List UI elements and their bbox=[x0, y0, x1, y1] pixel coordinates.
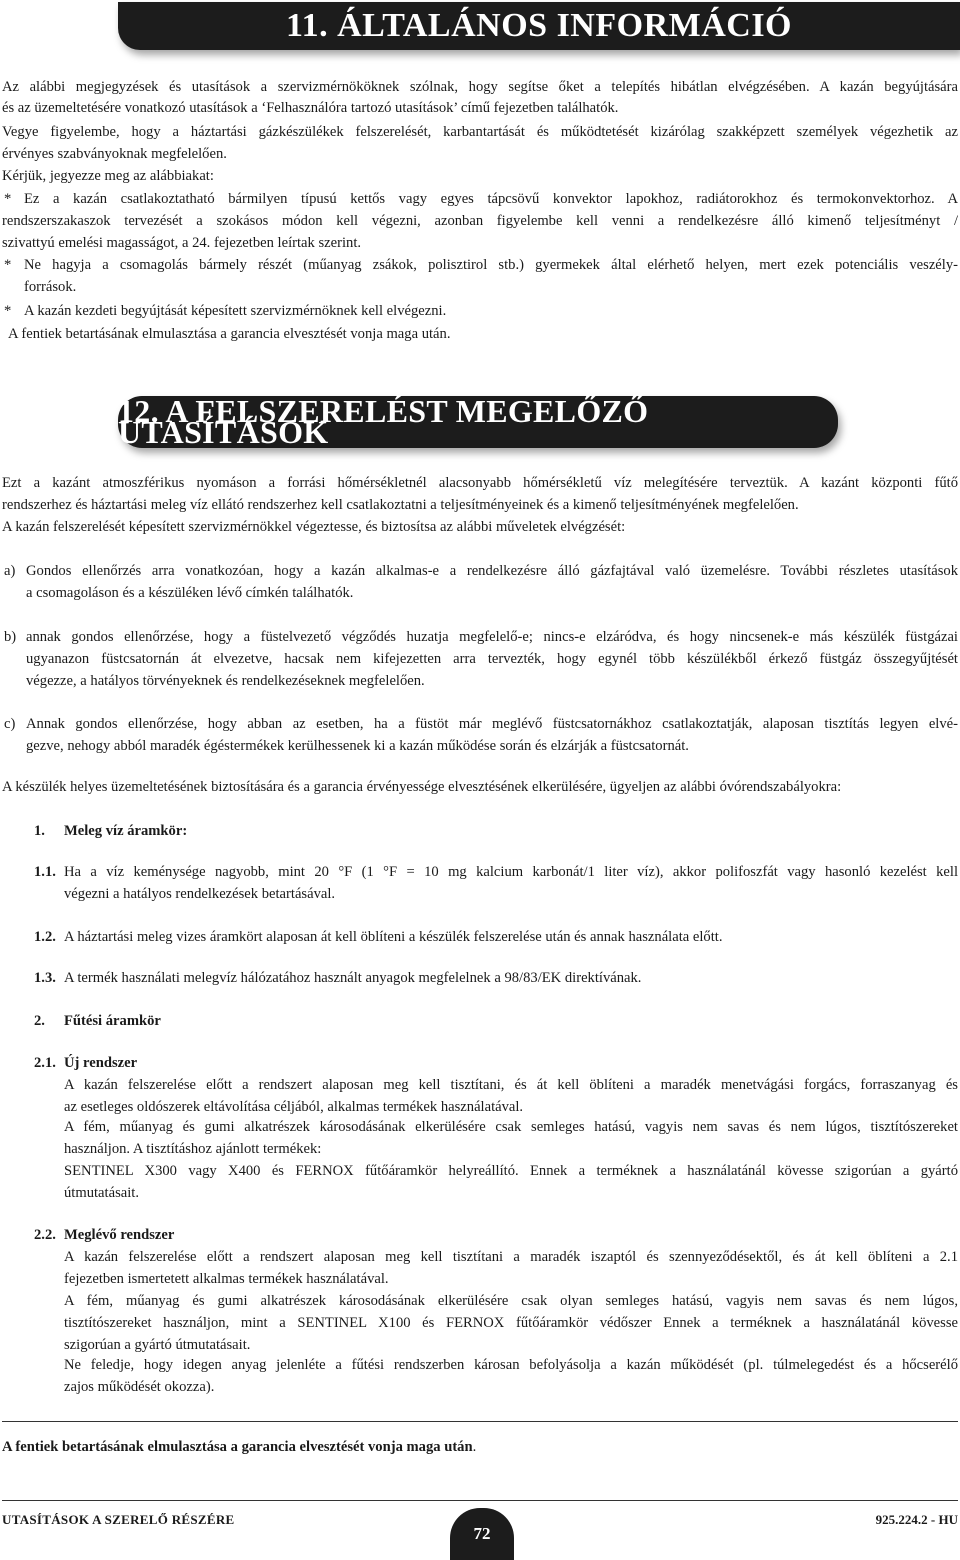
item-b-label: b) bbox=[4, 629, 17, 645]
item-c-line-2: gezve, nehogy abból maradék égéstermékek kerülhessenek ki a kazán működése során és elzárják a füstcsatornát. bbox=[26, 738, 689, 754]
item-a-label: a) bbox=[4, 563, 16, 579]
item-b-line-2: ugyanazon füstcsatornán át elvezetve, hacsak nem kifejezetten arra tervezték, hogy egynél több készülékből érkező füstgáz összegyűjtését bbox=[26, 651, 958, 667]
para-2-2-line-4: tisztítószereket használjon, mint a SENTINEL X100 és FERNOX fűtőáramkör védőszer Ennek a terméknek a használatánál kövesse bbox=[64, 1315, 958, 1331]
divider-line bbox=[2, 1421, 958, 1422]
item-b-line-1: annak gondos ellenőrzése, hogy a füstelvezető végződés huzatja megfelelő-e; nincs-e elzáródva, és hogy nincsenek-e más készülék füstgázai bbox=[26, 629, 958, 645]
para-2-1-line-6: útmutatásait. bbox=[64, 1185, 139, 1201]
para-2-2-line-6: Ne feledje, hogy idegen anyag jelenléte a fűtési rendszerben károsan befolyásolja a kazán működését (pl. túlmelegedést és a hőcserélő bbox=[64, 1357, 958, 1373]
para-2-1-line-1: A kazán felszerelése előtt a rendszert alaposan meg kell tisztítani, és át kell öblíteni a maradék menetvágási forgács, forraszanyag és bbox=[64, 1077, 958, 1093]
heading-2-title: Fűtési áramkör bbox=[64, 1013, 161, 1029]
s11-bullet-1-line-3: szivattyú emelési magasságot, a 24. fejezetben leírtak szerint. bbox=[2, 235, 362, 251]
s11-bullet-2-line-1: Ne hagyja a csomagolás bármely részét (műanyag zsákok, polisztirol stb.) gyermekek által elérhető helyen, mert ezek potenciális veszély- bbox=[24, 257, 958, 273]
para-2-1-number: 2.1. bbox=[34, 1055, 56, 1071]
section-12-title: 12. A FELSZERELÉST MEGELŐZŐ UTASÍTÁSOK bbox=[118, 396, 838, 448]
para-2-2-line-3: A fém, műanyag és gumi alkatrészek károsodásának elkerülésére csak olyan semleges hatású, vagyis nem savas és nem lúgos, bbox=[64, 1293, 958, 1309]
item-a-line-2: a csomagoláson és a készüléken lévő címkén találhatók. bbox=[26, 585, 354, 601]
s11-line-2: és az üzemeltetésére vonatkozó utasítások a ‘Felhasználóra tartozó utasítások’ című fejezetben találhatók. bbox=[2, 100, 619, 116]
item-b-line-3: végezze, a hatályos törvényeknek és rendelkezéseknek megfelelően. bbox=[26, 673, 425, 689]
para-2-2-line-1: A kazán felszerelése előtt a rendszert alaposan meg kell tisztítani a maradék iszaptól és szennyeződésektől, és át kell öblíteni a 2.1 bbox=[64, 1249, 958, 1265]
para-1-3-text: A termék használati melegvíz hálózatához használt anyagok megfelelnek a 98/83/EK direktívának. bbox=[64, 970, 642, 986]
para-2-1-line-4: használjon. A tisztításhoz ajánlott termékek: bbox=[64, 1141, 322, 1157]
footer-divider bbox=[2, 1500, 958, 1501]
s12-closing bbox=[2, 1437, 476, 1459]
document-code: 925.224.2 - HU bbox=[875, 1512, 958, 1527]
item-c-label: c) bbox=[4, 716, 16, 732]
s12-closing-text: A fentiek betartásának elmulasztása a garancia elvesztését vonja maga után bbox=[2, 1439, 473, 1455]
item-a-line-1: Gondos ellenőrzés arra vonatkozóan, hogy a kazán alkalmas-e a rendelkezésre álló gázfajtával való üzemelésre. További részletes utasítások bbox=[26, 563, 958, 579]
section-11-title: 11. ÁLTALÁNOS INFORMÁCIÓ bbox=[118, 2, 960, 50]
para-1-3-number: 1.3. bbox=[34, 970, 56, 986]
para-2-1-title: Új rendszer bbox=[64, 1055, 138, 1071]
para-2-2-line-7: zajos működését okozza). bbox=[64, 1379, 215, 1395]
para-2-2-number: 2.2. bbox=[34, 1227, 56, 1243]
para-1-2-text: A háztartási meleg vizes áramkört alaposan át kell öblíteni a készülék felszerelése után és annak használata előtt. bbox=[64, 929, 723, 945]
s12-intro-line-3: A kazán felszerelését képesített szervizmérnökkel végeztesse, és biztosítsa az alábbi műveletek elvégzését: bbox=[2, 519, 626, 535]
s11-line-5: Kérjük, jegyezze meg az alábbiakat: bbox=[2, 168, 214, 184]
s11-bullet-2-line-2: források. bbox=[24, 279, 77, 295]
s11-line-3: Vegye figyelembe, hogy a háztartási gázkészülékek felszerelését, karbantartását és működtetését kizárólag szakképzett személyek végezhetik az bbox=[2, 124, 958, 140]
para-2-2-line-5: szigorúan a gyártó útmutatásait. bbox=[64, 1337, 251, 1353]
s12-intro-line-2: rendszerhez és háztartási meleg víz ellátó rendszerhez kell csatlakoztatni a teljesítményeinek és a kimenő teljesítményének megfelelően. bbox=[2, 497, 799, 513]
s11-bullet-1-line-1: Ez a kazán csatlakoztatható bármilyen típusú kettős vagy egyes tápcsövű konvektor lapokhoz, radiátorokhoz és termokonvektorhoz. A bbox=[24, 191, 958, 207]
s11-bullet-3-line-1: A kazán kezdeti begyújtását képesített szervizmérnöknek kell elvégezni. bbox=[24, 303, 447, 319]
heading-2-number: 2. bbox=[34, 1013, 45, 1029]
para-1-1-number: 1.1. bbox=[34, 864, 56, 880]
para-1-2-number: 1.2. bbox=[34, 929, 56, 945]
para-2-1-line-2: az esetleges oldószerek eltávolítása céljából, alkalmas termékek használatával. bbox=[64, 1099, 524, 1115]
s11-line-1: Az alábbi megjegyzések és utasítások a szervizmérnököknek szólnak, hogy segítse őket a telepítés hibátlan elvégzésében. A kazán begyújtására bbox=[2, 79, 958, 95]
para-1-1-line-2: végezni a hatályos rendelkezések betartásával. bbox=[64, 886, 336, 902]
page-number: 72 bbox=[450, 1508, 514, 1560]
bullet-star: * bbox=[4, 257, 12, 273]
s12-intro-line-1: Ezt a kazánt atmoszférikus nyomáson a forrási hőmérsékletnél alacsonyabb hőmérsékletű víz melegítésére terveztük. A kazánt központi fűtő bbox=[2, 475, 958, 491]
heading-1-title: Meleg víz áramkör: bbox=[64, 823, 188, 839]
heading-1-number: 1. bbox=[34, 823, 45, 839]
para-2-1-line-3: A fém, műanyag és gumi alkatrészek károsodásának elkerülésére csak semleges hatású, vagyis nem savas és nem lúgos, tisztítószereket bbox=[64, 1119, 958, 1135]
para-2-2-title: Meglévő rendszer bbox=[64, 1227, 175, 1243]
s12-rules-intro: A készülék helyes üzemeltetésének biztosítására és a garancia érvényessége elvesztésének elkerülésére, ügyeljen az alábbi óvórendszabályokra: bbox=[2, 779, 842, 795]
s12-closing-punct: . bbox=[472, 1439, 477, 1455]
bullet-star: * bbox=[4, 191, 12, 207]
footer-title: UTASÍTÁSOK A SZERELŐ RÉSZÉRE bbox=[2, 1512, 235, 1527]
para-1-1-line-1: Ha a víz keménysége nagyobb, mint 20 °F (1 °F = 10 mg kalcium karbonát/1 liter víz), akkor polifoszfát vagy hasonló kezelést kell bbox=[64, 864, 958, 880]
para-2-2-line-2: fejezetben ismertetett alkalmas termékek használatával. bbox=[64, 1271, 389, 1287]
item-c-line-1: Annak gondos ellenőrzése, hogy abban az esetben, ha a füstöt már meglévő füstcsatornákhoz csatlakoztatják, alaposan tisztítás legyen elvé- bbox=[26, 716, 958, 732]
s11-bullet-1-line-2: rendszerszakaszok tervezését a szokásos módon kell végezni, azonban figyelembe kell venni a rendelkezésre álló kimenő teljesítményt / bbox=[2, 213, 958, 229]
para-2-1-line-5: SENTINEL X300 vagy X400 és FERNOX fűtőáramkör helyreállító. Ennek a terméknek a használatánál kövesse szigorúan a gyártó bbox=[64, 1163, 958, 1179]
s11-closing: A fentiek betartásának elmulasztása a garancia elvesztését vonja maga után. bbox=[8, 326, 451, 342]
bullet-star: * bbox=[4, 303, 12, 319]
s11-line-4: érvényes szabványoknak megfelelően. bbox=[2, 146, 227, 162]
